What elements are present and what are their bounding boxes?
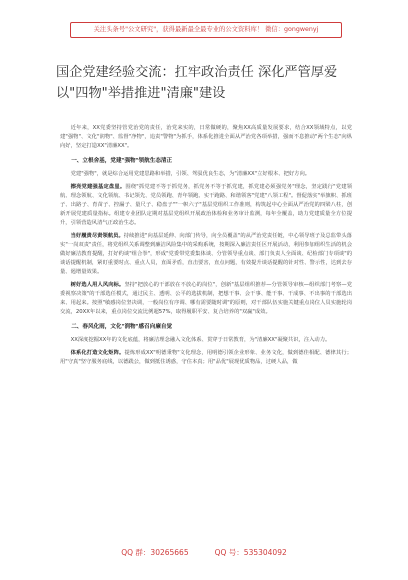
paragraph-lead: 当好履责尽责领航员。 [70,233,124,239]
paragraph-lead: 树好选人用人风向标。 [70,282,125,288]
body-paragraph: XX深度挖掘XX年的文化底蕴，将廉洁理念融入文化体系、贯穿于日常教育，为"清廉XX"凝聚共识，注入动力。 [70,337,331,343]
body-paragraph [60,232,352,277]
body-paragraph: 党建"强物"，就是综合运用党建思路和举措，引领、驾驭优良生态，为"清廉XX"立好根本、把好方向。 [70,171,311,177]
intro-paragraph: 近年来，XX党委坚持管党治党的责任，治党来实的，日常做硬的，聚焦XX高质量发展要求，结合XX领域特点，以党建"强物"、文化"润物"、监督"净物"，追责"警物"为抓手，体系化推进全面从严治党各项举措，强而不息推动"两个生态"向纵向好，坚定打造XX"清廉XX"。 [60,125,352,149]
paragraph-text: 提炼形成XX"明德秉物"文化理念，用明德引领企业形象、业务文化，做到德佳相配、德律其行；用"守真"坚守服务底线，以德践公，做到抵住诱惑，守住本真；用"品优"展现优质物品，过硬人品，做 [60,350,352,365]
paragraph-lead: 擦亮党建强基定盘星。 [70,184,126,190]
qq-number-text: QQ 号：535304092 [214,548,287,557]
section-heading-1: 一、立根舍基，党建"强物"领航生态清正 [71,158,173,164]
section-heading-2: 二、春风化雨，文化"润物"感召向廉自觉 [71,324,173,330]
paragraph-lead: 体系化打造文化矩阵。 [70,350,125,356]
paragraph-text: 持续推进"向基层延伸、向部门传导，向全员覆盖"的从严治党责任链，中心领导班子及总监带头落实"一岗双责"责任，将党组织关系调整到廉洁风险集中的采购系统，按期深入廉洁责任区开展活动，利用参加组织生活的机会做好廉洁教育提醒，打好约谈"组合拳"，形成"党委带党委集体谈、分管领导重点谈、部门负责人全面谈、纪检部门专项谈"的谈话提醒机制，紧盯重要时点、重点人员，直面矛盾，直击要害，直点问题，有效提升谈话提醒的针对性、警示性，达到去存量、遏增量效果。 [60,233,352,275]
qq-group-text: QQ 群：30265665 [121,548,189,557]
paragraph-text: 坚持"把放心的干部放在不放心的岗位"，创新"基层组织推荐—分管领导审核—组织部门考察—党委视察决策"的干部选任模式，通过民主、透明、公平的选拔机制，把想干事、会干事、能干事、干成事、不出事的干部选出来、用起来。按照"敏感岗位坚决调，一般岗位有序调、哪有需要随时调"的原则，对干部队伍实施关键重点岗位人员实施轮岗交流，20XX年以来，重点岗位交流比例超57%，取得履职平安、复合培养的"双赢"成效。 [60,282,352,315]
document-body [60,124,352,371]
body-paragraph [60,349,352,367]
body-paragraph [60,183,352,228]
paragraph-text: 围绕"抓党建不等于抓党务，抓党务不等于抓党建，抓党建必须强党务"理念，坚定践行"党建领航、理念领航、文化领航、书记领先、党员领跑、青年领跑、实干跑路、和谐领客"党建"八领工程"。督促落实"举旗帜、抓班子、出路子、育苗子、控漏子、量尺子、稳盘子""一帜六子"基层党组织工作准则，构筑起中心全面从严治党的四梁八柱，创新开展党建质量指标。组建专业团队定期对基层党组织开展政治体检和业务审计监测，每年全覆盖，助力党建质量全方位提升，引领营造风清气正政治生态。 [60,184,352,226]
document-title: 国企党建经验交流：扛牢政治责任 深化严管厚爱 以"四物"举措推进"清廉"建设 [56,65,338,101]
promo-banner: 关注头条号"公文研究"，获得最新最全最专业的公文资料库！ 微信：gongwenyj [70,22,342,38]
contact-footer [0,548,408,558]
body-paragraph [60,281,352,317]
